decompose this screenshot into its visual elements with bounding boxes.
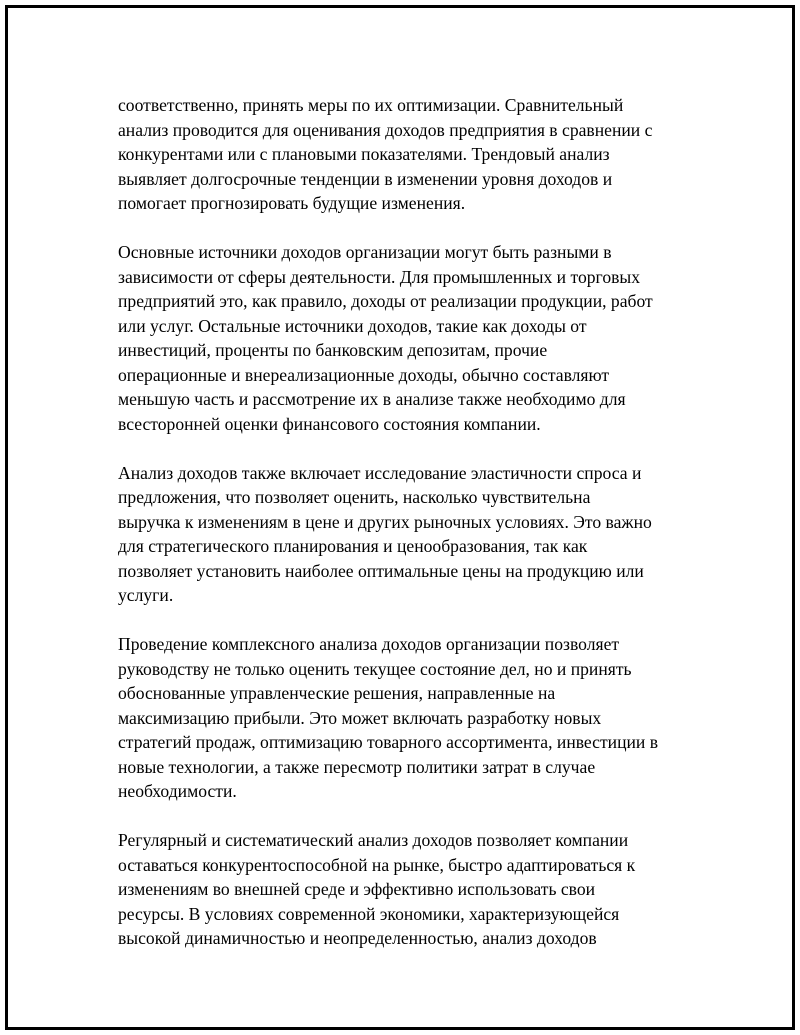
text-line: выручка к изменениям в цене и других рыночных условиях. Это важно xyxy=(118,511,652,532)
text-line: позволяет установить наиболее оптимальные цены на продукцию или xyxy=(118,560,644,581)
text-line: для стратегического планирования и ценообразования, так как xyxy=(118,536,588,556)
text-line: операционные и внереализационные доходы, обычно составляют xyxy=(118,364,610,385)
paragraph xyxy=(118,240,688,436)
text-line: максимизацию прибыли. Это может включать разработку новых xyxy=(118,707,602,728)
text-line: помогает прогнозировать будущие изменения. xyxy=(118,193,466,213)
paragraph xyxy=(118,828,688,951)
text-line: Основные источники доходов организации могут быть разными в xyxy=(118,242,612,262)
text-line: анализ проводится для оценивания доходов предприятия в сравнении с xyxy=(118,119,653,140)
text-line: услуги. xyxy=(118,585,174,605)
text-line: высокой динамичностью и неопределенностью, анализ доходов xyxy=(118,928,597,948)
text-line: стратегий продаж, оптимизацию товарного ассортимента, инвестиции в xyxy=(118,732,659,752)
paragraph-gap xyxy=(118,804,688,829)
text-line: оставаться конкурентоспособной на рынке, быстро адаптироваться к xyxy=(118,854,636,875)
paragraph xyxy=(118,93,688,216)
text-line: руководству не только оценить текущее состояние дел, но и принять xyxy=(118,658,632,679)
text-line: инвестиций, проценты по банковским депозитам, прочие xyxy=(118,340,548,360)
text-line: всесторонней оценки финансового состояния компании. xyxy=(118,413,541,434)
text-line: предприятий это, как правило, доходы от реализации продукции, работ xyxy=(118,291,653,311)
text-line: предложения, что позволяет оценить, насколько чувствительна xyxy=(118,487,591,507)
paragraph xyxy=(118,632,688,804)
text-line: Анализ доходов также включает исследование эластичности спроса и xyxy=(118,462,642,483)
paragraph-gap xyxy=(118,436,688,461)
text-line: выявляет долгосрочные тенденции в изменении уровня доходов и xyxy=(118,168,613,189)
text-line: меньшую часть и рассмотрение их в анализе также необходимо для xyxy=(118,389,626,409)
text-line: необходимости. xyxy=(118,781,237,801)
text-line: новые технологии, а также пересмотр политики затрат в случае xyxy=(118,756,596,777)
text-line: соответственно, принять меры по их оптимизации. Сравнительный xyxy=(118,95,624,115)
text-line: обоснованные управленческие решения, направленные на xyxy=(118,683,556,703)
paragraph-gap xyxy=(118,216,688,241)
text-line: ресурсы. В условиях современной экономики, характеризующейся xyxy=(118,903,620,924)
text-line: изменениям во внешней среде и эффективно использовать свои xyxy=(118,879,596,899)
text-line: Проведение комплексного анализа доходов организации позволяет xyxy=(118,634,620,654)
text-line: конкурентами или с плановыми показателями. Трендовый анализ xyxy=(118,144,610,164)
text-line: зависимости от сферы деятельности. Для промышленных и торговых xyxy=(118,266,641,287)
text-line: или услуг. Остальные источники доходов, такие как доходы от xyxy=(118,315,587,336)
text-line: Регулярный и систематический анализ доходов позволяет компании xyxy=(118,830,629,850)
paragraph xyxy=(118,461,688,608)
document-body xyxy=(118,93,688,951)
paragraph-gap xyxy=(118,608,688,633)
